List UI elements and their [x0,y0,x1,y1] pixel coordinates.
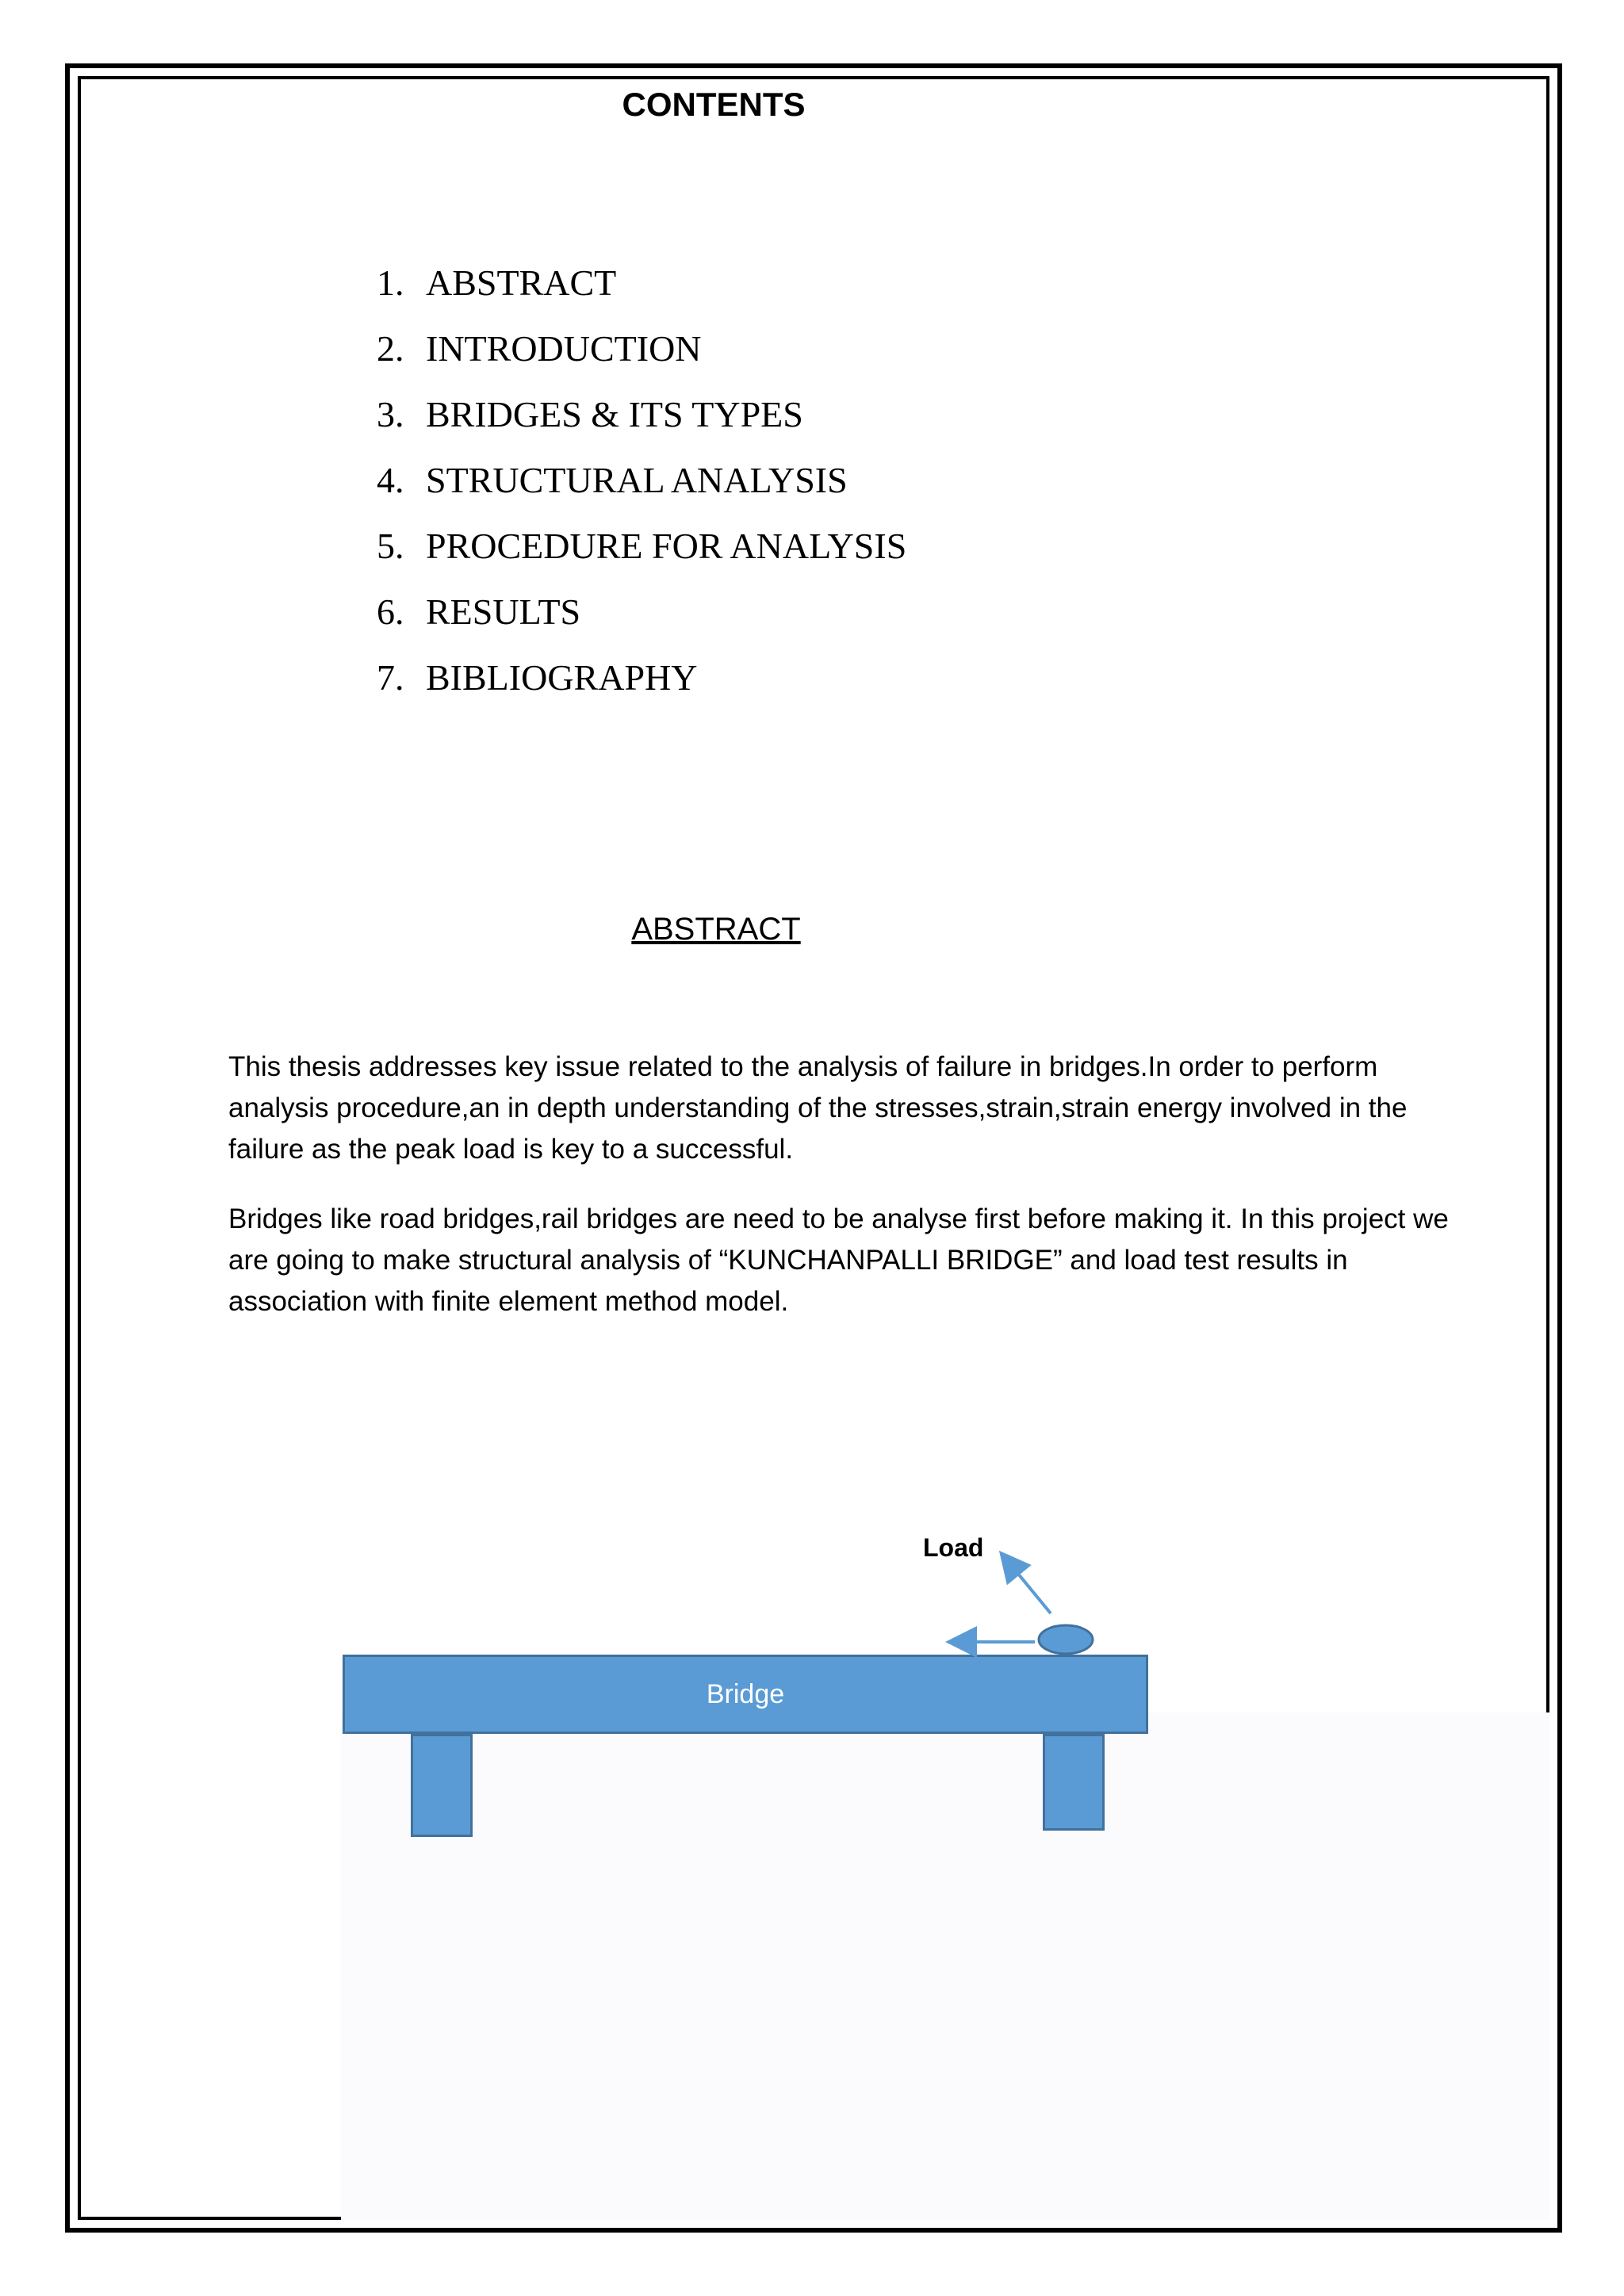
toc-item [377,519,906,584]
toc-item-number: 3. [377,394,404,434]
toc-item-number: 7. [377,657,404,698]
toc-item [377,255,906,321]
toc-item-label: ABSTRACT [426,262,617,303]
toc-item-label: PROCEDURE FOR ANALYSIS [426,526,907,566]
bridge-label: Bridge [706,1678,785,1709]
toc-item-label: STRUCTURAL ANALYSIS [426,460,848,500]
toc-item-label: INTRODUCTION [426,328,702,369]
contents-title: CONTENTS [622,86,806,123]
toc-item-number: 5. [377,526,404,566]
toc-item [377,387,906,453]
bridge-pier-right [1043,1734,1105,1831]
bridge-deck [343,1655,1148,1734]
abstract-paragraph-2: Bridges like road bridges,rail bridges are need to be analyse first before making it. In this project we are going to make structural analysis of “KUNCHANPALLI BRIDGE” and load test results in association with finite element method model. [228,1203,1449,1317]
toc-item-number: 4. [377,460,404,500]
toc-item-number: 6. [377,591,404,632]
toc-item-number: 2. [377,328,404,369]
diagram-background [341,1712,1549,2220]
table-of-contents [377,255,906,716]
toc-item [377,584,906,650]
bridge-pier-left [411,1734,473,1837]
toc-item [377,650,906,716]
toc-item [377,321,906,387]
load-label: Load [923,1533,984,1562]
toc-item [377,453,906,519]
toc-item-label: RESULTS [426,591,581,632]
toc-item-number: 1. [377,262,404,303]
abstract-heading: ABSTRACT [631,912,801,947]
toc-item-label: BRIDGES & ITS TYPES [426,394,803,434]
toc-item-label: BIBLIOGRAPHY [426,657,698,698]
abstract-paragraph-1: This thesis addresses key issue related to the analysis of failure in bridges.In order to perform analysis procedure,an in depth understanding of the stresses,strain,strain energy involved in the failure as the peak load is key to a successful. [228,1051,1408,1165]
